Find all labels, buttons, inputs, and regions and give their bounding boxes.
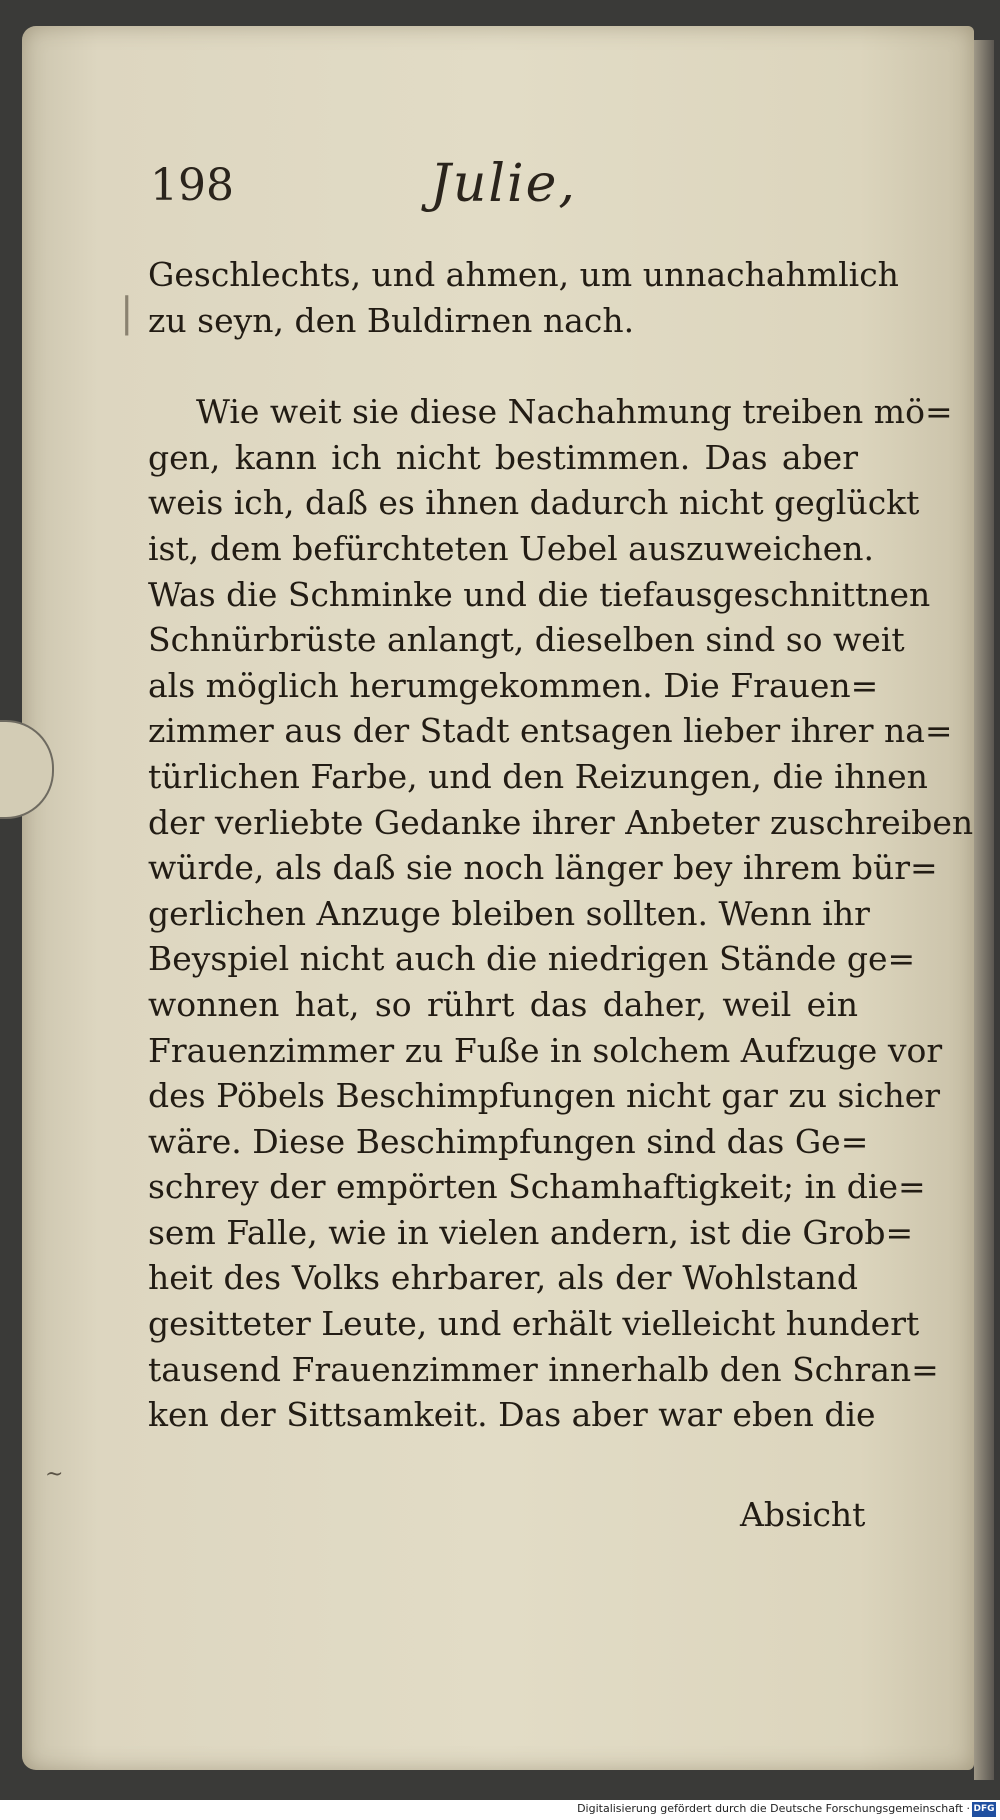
text-line: Beyspiel nicht auch die niedrigen Stände ge= [148, 939, 916, 979]
text-line: gen, kann ich nicht bestimmen. Das aber [148, 437, 858, 477]
body-text [148, 252, 974, 1438]
text-line: ken der Sittsamkeit. Das aber war eben die [148, 1395, 876, 1435]
text-line: türlichen Farbe, und den Reizungen, die ihnen [148, 756, 928, 796]
text-line: heit des Volks ehrbarer, als der Wohlstand [148, 1258, 858, 1298]
text-line: Frauenzimmer zu Fuße in solchem Aufzuge vor [148, 1030, 943, 1070]
text-line: tausend Frauenzimmer innerhalb den Schran= [148, 1349, 939, 1389]
text-line: schrey der empörten Schamhaftigkeit; in die= [148, 1167, 926, 1207]
page-edge [974, 40, 994, 1780]
text-line: wäre. Diese Beschimpfungen sind das Ge= [148, 1121, 869, 1161]
text-line: Geschlechts, und ahmen, um unnachahmlich [148, 255, 899, 294]
catchword: Absicht [740, 1495, 866, 1534]
text-line: wonnen hat, so rührt das daher, weil ein [148, 984, 858, 1024]
page-number: 198 [150, 160, 234, 211]
page-header [150, 154, 870, 230]
digitization-credit: Digitalisierung gefördert durch die Deutsche Forschungsgemeinschaft · [577, 1802, 970, 1815]
text-line: Wie weit sie diese Nachahmung treiben mö= [196, 392, 953, 432]
text-line: würde, als daß sie noch länger bey ihrem bür= [148, 848, 938, 888]
margin-bracket: | [120, 290, 134, 336]
dfg-logo: DFG [972, 1802, 996, 1817]
paragraph-gap [148, 343, 858, 389]
text-line: als möglich herumgekommen. Die Frauen= [148, 665, 879, 705]
text-line: Schnürbrüste anlangt, dieselben sind so weit [148, 620, 905, 660]
text-line: zu seyn, den Buldirnen nach. [148, 300, 635, 340]
text-line: Was die Schminke und die tiefausgeschnittnen [148, 574, 931, 614]
text-line: ist, dem befürchteten Uebel auszuweichen. [148, 528, 874, 568]
running-title: Julie, [430, 154, 577, 214]
text-line: gerlichen Anzuge bleiben sollten. Wenn ihr [148, 893, 870, 933]
text-line: zimmer aus der Stadt entsagen lieber ihrer na= [148, 711, 953, 751]
text-line: der verliebte Gedanke ihrer Anbeter zuschreiben [148, 802, 974, 842]
text-line: gesitteter Leute, und erhält vielleicht hundert [148, 1304, 920, 1344]
text-line: weis ich, daß es ihnen dadurch nicht geglückt [148, 483, 920, 523]
text-line: des Pöbels Beschimpfungen nicht gar zu sicher [148, 1076, 940, 1116]
margin-mark: ~ [45, 1462, 64, 1487]
footer-bar [0, 1800, 1000, 1820]
text-line: sem Falle, wie in vielen andern, ist die Grob= [148, 1212, 914, 1252]
